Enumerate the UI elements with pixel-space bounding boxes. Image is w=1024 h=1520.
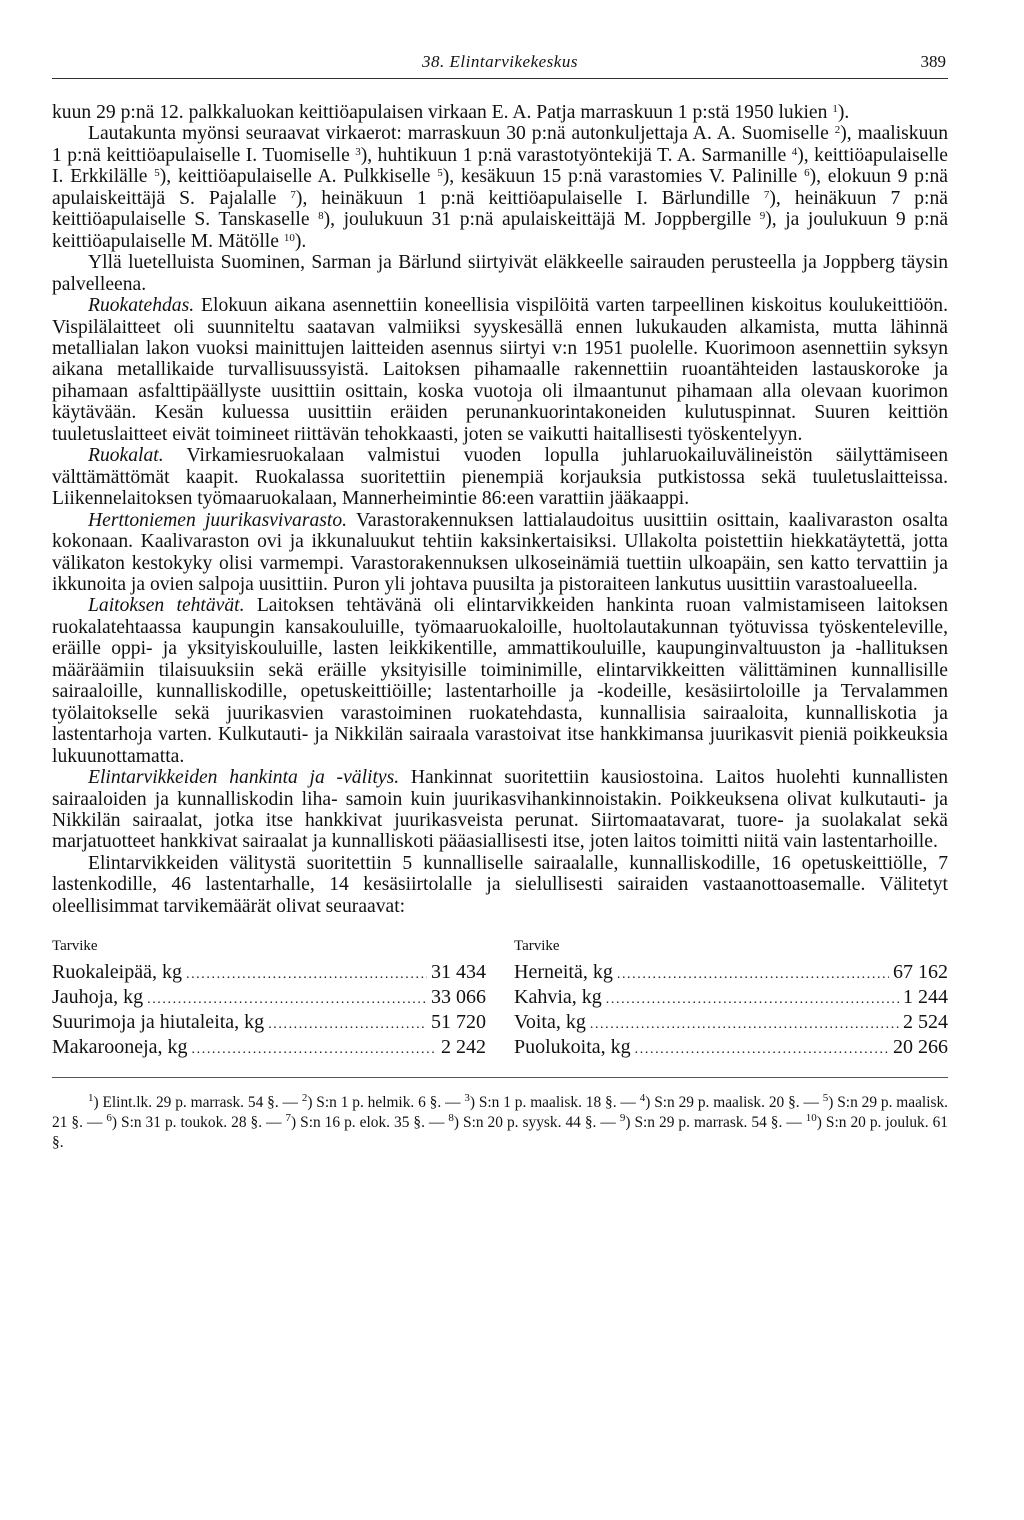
footnote-marker: 6 bbox=[106, 1112, 112, 1124]
paragraph-text: Virkamiesruokalaan valmistui vuoden lopulla juhlaruokailuvälineistön säilyttämiseen välttämättömät kaapit. Ruokalassa suoritettiin pienempiä korjauksia putkistossa sekä tuuletuslaitteissa. Liikennelaitoksen työmaaruokalaan, Mannerheimintie 86:een varattiin jääkaappi. bbox=[52, 445, 948, 510]
item-value: 67 162 bbox=[893, 961, 948, 983]
paragraph-2 bbox=[52, 123, 948, 252]
footnote-ref: 3 bbox=[355, 145, 361, 158]
footnote-ref: 2 bbox=[834, 124, 841, 137]
section-heading: Ruokatehdas. bbox=[88, 295, 195, 317]
paragraph-valitys: Elintarvikkeiden välitystä suoritettiin 5 kunnalliselle sairaalalle, kunnalliskodille, 16 opetuskeittiölle, 7 lastenkodille, 46 lastentarhalle, 14 kesäsiirtolalle ja sielullisesti sairaiden vastaanottoasemalle. Välitetyt oleellisimmat tarvikemäärät olivat seuraavat: bbox=[52, 852, 948, 917]
leader-dots bbox=[606, 988, 899, 1011]
paragraph-text: Laitoksen tehtävänä oli elintarvikkeiden hankinta ruoan valmistamiseen laitoksen ruokalatehtaassa kaupungin kansakouluille, työmaaruokaloille, huoltolautakunnan työtuvissa työskenteleville, eräille oppi- ja yksityiskouluille, lasten leikkikentille, ammattikouluille, kaupunginvaltuuston ja -hallituksen määräämiin tilaisuuksiin sekä eräille yksityisille toiminimille, elintarvikkeitten välittäminen kunnallisille sairaaloille, kunnalliskodille, opetuskeittiöille; lastentarhoille ja -kodeille, kesäsiirtoloille ja Tervalammen työlaitokselle sekä juurikasvien varastoiminen ruokatehdasta, kunnallisia sairaaloita, kunnalliskotia ja lastentarhoja varten. Kulkutauti- ja Nikkilän sairaala varastoivat itse hankkimansa juurikasvit pieniä poikkeuksia lukuunottamatta. bbox=[52, 595, 948, 767]
paragraph-laitoksen-tehtavat bbox=[52, 595, 948, 767]
paragraph-text: ). bbox=[294, 230, 307, 252]
paragraph-hankinta bbox=[52, 767, 948, 853]
footnote-marker: 4 bbox=[639, 1092, 646, 1104]
column-header: Tarvike bbox=[514, 938, 560, 954]
paragraph-text: ), elokuun 9 p:nä apulaiskeittäjä S. Pajalalle bbox=[52, 166, 949, 209]
footnote-marker: 5 bbox=[822, 1092, 829, 1104]
footnote-marker: 10 bbox=[805, 1112, 817, 1124]
leader-dots bbox=[268, 1013, 427, 1036]
footnote-ref: 10 bbox=[283, 231, 295, 244]
paragraph-text: Lautakunta myönsi seuraavat virkaerot: marraskuun 30 p:nä autonkuljettaja A. A. Suomiselle bbox=[88, 123, 835, 145]
footnote-marker: 2 bbox=[301, 1092, 308, 1104]
header-rule bbox=[52, 78, 948, 79]
item-value: 1 244 bbox=[903, 986, 948, 1008]
paragraph-text: Varastorakennuksen lattialaudoitus uusittiin osittain, kaalivaraston osalta kokonaan. Kaalivaraston ovi ja ikkunaluukut tehtiin kaksinkertaisiksi. Ullakolta poistettiin hiekkatäytettä, jotta välikaton kestokyky olisi varmempi. Varastorakennuksen ulkoseinämiä tuettiin ulkoapäin, sen katto tervattiin ja ikkunoita ja ovien salpoja uusittiin. Puron yli johtava puusilta ja pistoraiteen lankutus uusittiin varastoalueella. bbox=[52, 509, 948, 595]
column-header: Tarvike bbox=[52, 938, 98, 954]
leader-dots bbox=[635, 1038, 889, 1061]
running-header bbox=[52, 52, 948, 82]
footnote-entry: ) S:n 16 p. elok. 35 §. — bbox=[291, 1114, 449, 1131]
leader-dots bbox=[186, 963, 427, 986]
item-value: 33 066 bbox=[431, 986, 486, 1008]
paragraph-text: ), kesäkuun 15 p:nä varastomies V. Palinille bbox=[442, 166, 805, 188]
paragraph-text: ), keittiöapulaiselle A. Pulkkiselle bbox=[159, 166, 438, 188]
item-name: Makarooneja, kg bbox=[52, 1036, 188, 1058]
paragraph-text: ), maaliskuun 1 p:nä keittiöapulaiselle I. Tuomiselle bbox=[52, 123, 948, 166]
item-name: Kahvia, kg bbox=[514, 986, 602, 1008]
leader-dots bbox=[617, 963, 889, 986]
paragraph-3: Yllä luetelluista Suominen, Sarman ja Bärlund siirtyivät eläkkeelle sairauden perusteella ja Joppberg täysin palvelleena. bbox=[52, 252, 948, 295]
footnote-ref: 4 bbox=[791, 145, 798, 158]
footnote-entry: ) S:n 29 p. marrask. 54 §. — bbox=[625, 1114, 806, 1131]
footnote-ref: 8 bbox=[318, 210, 324, 223]
supply-row bbox=[514, 1036, 948, 1061]
item-name: Voita, kg bbox=[514, 1011, 586, 1033]
section-heading: Herttoniemen juurikasvivarasto. bbox=[88, 509, 348, 531]
footnote-text bbox=[52, 1093, 948, 1153]
leader-dots bbox=[147, 988, 427, 1011]
leader-dots bbox=[590, 1013, 899, 1036]
item-value: 51 720 bbox=[431, 1011, 486, 1033]
paragraph-text: ), joulukuun 31 p:nä apulaiskeittäjä M. Joppbergille bbox=[323, 209, 760, 231]
supply-row bbox=[52, 961, 486, 986]
item-name: Puolukoita, kg bbox=[514, 1036, 631, 1058]
footnote-entry: ) S:n 29 p. maalisk. 21 §. — bbox=[52, 1094, 949, 1131]
paragraph-text: ), heinäkuun 7 p:nä keittiöapulaiselle S. Tanskaselle bbox=[52, 187, 948, 231]
paragraph-text: ), keittiöapulaiselle I. Erkkilälle bbox=[52, 144, 949, 188]
supply-row bbox=[52, 986, 486, 1011]
footnote-ref: 5 bbox=[437, 167, 443, 180]
footnote-marker: 1 bbox=[88, 1092, 94, 1104]
supply-row bbox=[52, 1036, 486, 1061]
footnote-marker: 9 bbox=[619, 1112, 626, 1124]
paragraph-text: kuun 29 p:nä 12. palkkaluokan keittiöapulaisen virkaan E. A. Patja marraskuun 1 p:stä 1950 lukien bbox=[52, 102, 833, 123]
leader-dots bbox=[192, 1038, 437, 1061]
chapter-title: 38. Elintarvikekeskus bbox=[422, 52, 578, 71]
paragraph-1 bbox=[52, 102, 948, 123]
paragraph-text: ), ja joulukuun 9 p:nä keittiöapulaiselle M. Mätölle bbox=[52, 209, 949, 252]
main-text bbox=[52, 102, 948, 917]
footnote-rule bbox=[52, 1077, 948, 1078]
paragraph-ruokalat bbox=[52, 445, 948, 509]
paragraph-text: Elokuun aikana asennettiin koneellisia vispilöitä varten tarpeellinen kiskoitus koulukeittiöön. Vispilälaitteet oli suunniteltu saatavan valmiiksi syyskesällä ennen lukukauden alkamista, mutta lähinnä metallialan lakon vuoksi mainittujen laitteiden asennus siirtyi v:n 1951 puolelle. Kuorimoon asennettiin syksyn aikana metallikaide turvallisuussyistä. Laitoksen pihamaalle rakennettiin ruoantähteiden lastauskoroke ja pihamaan asfalttipäällyste uusittiin osittain, koska vuotoja oli ilmaantunut pihamaan alla olevaan kuorimon käytävään. Kesän kuluessa uusittiin eräiden perunankuorintakoneiden kulutuspinnat. Suuren keittiön tuuletuslaitteet eivät toimineet riittävän tehokkaasti, joten se vaikutti haitallisesti työskentelyyn. bbox=[52, 295, 948, 445]
footnote-entry: ) S:n 29 p. maalisk. 20 §. — bbox=[645, 1094, 823, 1111]
footnote-ref: 7 bbox=[763, 188, 770, 201]
footnote-entry: ) Elint.lk. 29 p. marrask. 54 §. — bbox=[93, 1094, 302, 1111]
footnote-entry: ) S:n 31 p. toukok. 28 §. — bbox=[111, 1114, 286, 1131]
paragraph-text: ), heinäkuun 1 p:nä keittiöapulaiselle I. Bärlundille bbox=[295, 187, 764, 209]
paragraph-ruokatehdas bbox=[52, 295, 948, 445]
item-name: Suurimoja ja hiutaleita, kg bbox=[52, 1011, 265, 1033]
footnote-ref: 1 bbox=[832, 103, 838, 115]
item-name: Ruokaleipää, kg bbox=[52, 961, 182, 983]
supply-row bbox=[514, 986, 948, 1011]
footnote-ref: 7 bbox=[290, 188, 296, 201]
item-value: 31 434 bbox=[431, 961, 486, 983]
supply-row bbox=[514, 1011, 948, 1036]
footnote-entry: ) S:n 1 p. helmik. 6 §. — bbox=[307, 1094, 465, 1111]
footnote-entry: ) S:n 1 p. maalisk. 18 §. — bbox=[469, 1094, 640, 1111]
footnote-ref: 6 bbox=[804, 167, 810, 180]
item-value: 2 242 bbox=[441, 1036, 486, 1058]
item-value: 20 266 bbox=[893, 1036, 948, 1058]
footnote-entry: ) S:n 20 p. jouluk. 61 §. bbox=[52, 1114, 948, 1151]
paragraph-text: ), huhtikuun 1 p:nä varastotyöntekijä T. A. Sarmanille bbox=[360, 144, 792, 166]
footnotes bbox=[52, 1093, 948, 1153]
item-name: Herneitä, kg bbox=[514, 961, 613, 983]
section-heading: Elintarvikkeiden hankinta ja -välitys. bbox=[88, 767, 400, 789]
footnote-ref: 5 bbox=[154, 167, 160, 180]
section-heading: Laitoksen tehtävät. bbox=[88, 595, 245, 617]
footnote-marker: 8 bbox=[448, 1112, 454, 1124]
footnote-marker: 3 bbox=[464, 1092, 470, 1104]
footnote-marker: 7 bbox=[285, 1112, 291, 1124]
item-value: 2 524 bbox=[903, 1011, 948, 1033]
paragraph-text: Hankinnat suoritettiin kausiostoina. Laitos huolehti kunnallisten sairaaloiden ja kunnalliskodin liha- samoin kuin juurikasvihankinnoistakin. Poikkeuksena olivat kulkutauti- ja Nikkilän sairaalat, jotka itse hankkivat juurikasveista perunat. Siirtomaatavarat, tuore- ja suolakalat sekä marjatuotteet hankkivat sairaalat ja kunnalliskoti pääasiallisesti itse, joten laitos toimitti niitä vain lastentarhoille. bbox=[52, 767, 948, 853]
supply-column-left bbox=[52, 938, 486, 1061]
supply-column-right bbox=[514, 938, 948, 1061]
footnote-entry: ) S:n 20 p. syysk. 44 §. — bbox=[453, 1114, 620, 1131]
footnote-ref: 9 bbox=[759, 210, 766, 223]
paragraph-juurikasvivarasto bbox=[52, 510, 948, 596]
section-heading: Ruokalat. bbox=[88, 445, 164, 467]
paragraph-text: ). bbox=[837, 102, 850, 123]
supply-row bbox=[514, 961, 948, 986]
page-number: 389 bbox=[920, 52, 946, 71]
supply-row bbox=[52, 1011, 486, 1036]
item-name: Jauhoja, kg bbox=[52, 986, 144, 1008]
